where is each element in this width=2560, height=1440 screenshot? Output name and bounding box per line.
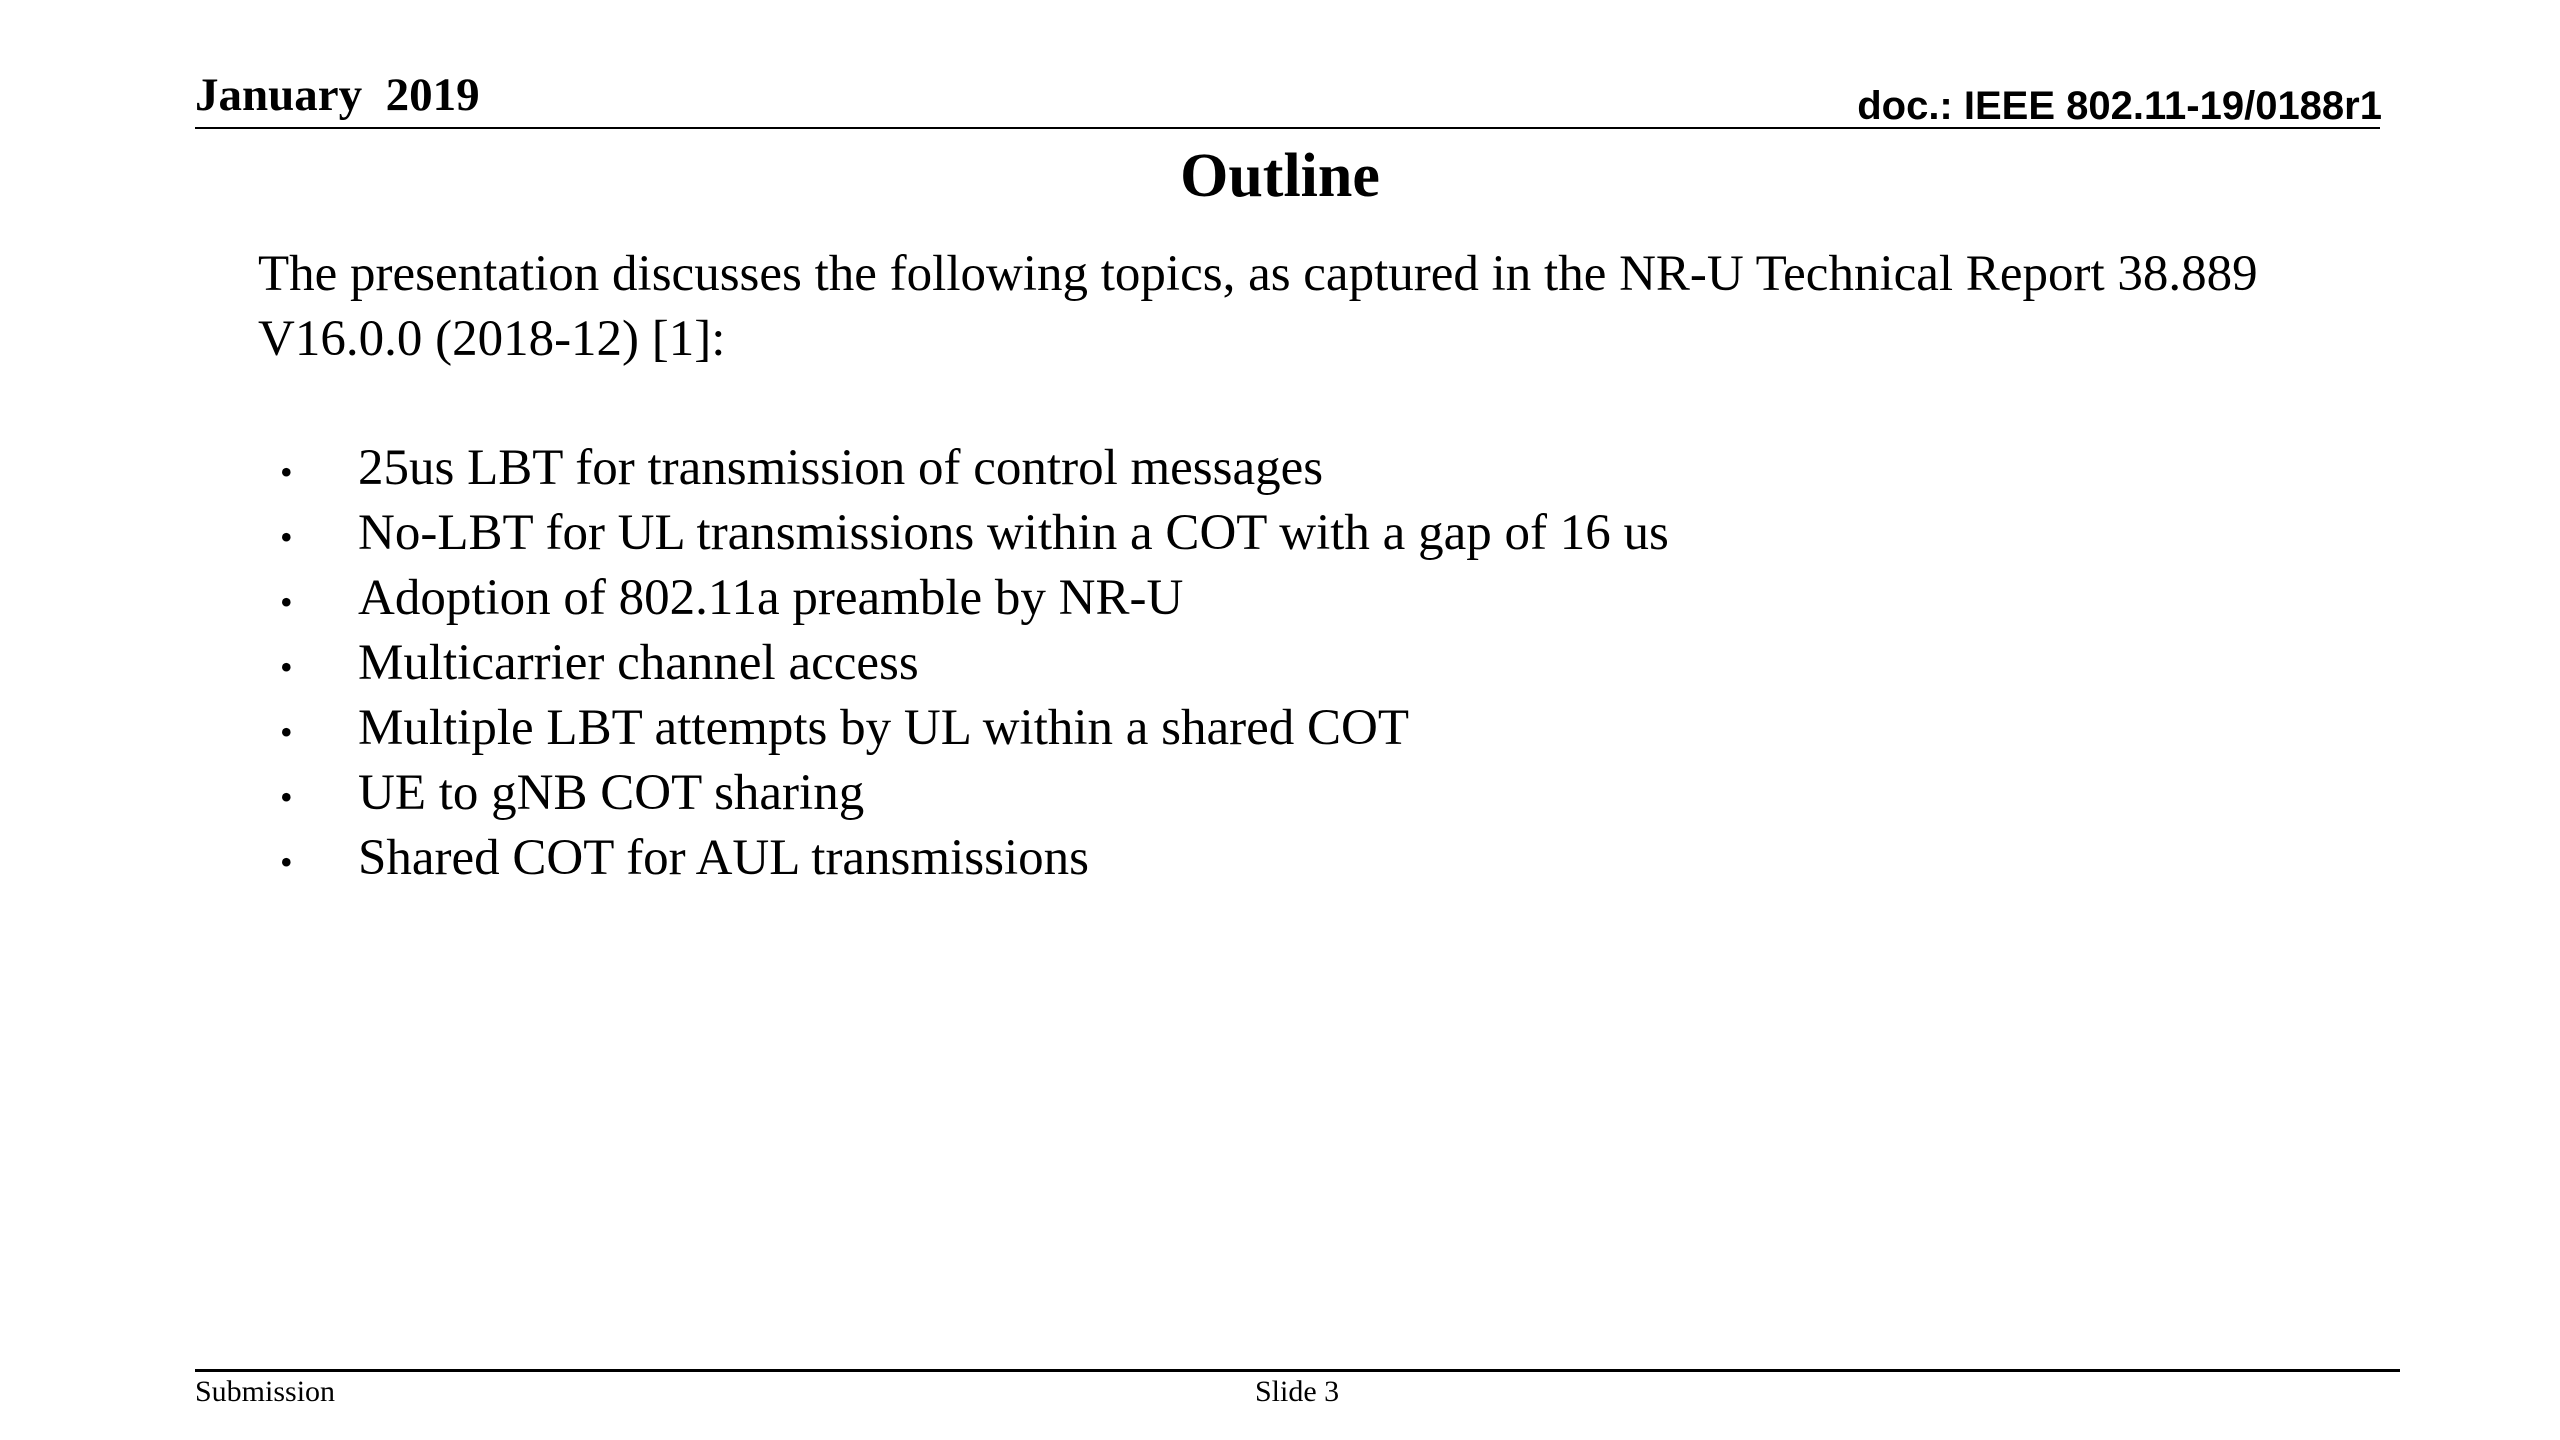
bullet-icon: • [280,452,293,492]
topic-text: Multicarrier channel access [358,635,919,691]
header-doc-id: doc.: IEEE 802.11-19/0188r1 [1857,84,2382,128]
slide-title: Outline [1180,142,1380,210]
list-item [258,631,1669,696]
list-item [258,436,1669,501]
topic-text: Multiple LBT attempts by UL within a shared COT [358,700,1410,756]
topic-text: Adoption of 802.11a preamble by NR-U [358,570,1184,626]
bullet-icon: • [280,777,293,817]
header-date: January 2019 [195,69,480,121]
list-item [258,826,1669,891]
list-item [258,501,1669,566]
topic-text: No-LBT for UL transmissions within a COT with a gap of 16 us [358,505,1669,561]
topic-list [258,436,1669,891]
list-item [258,696,1669,761]
header-divider [195,127,2380,129]
intro-paragraph: The presentation discusses the following topics, as captured in the NR-U Technical Report 38.889 V16.0.0 (2018-12) [1]: [258,246,2258,367]
list-item [258,566,1669,631]
footer-submission: Submission [195,1375,336,1408]
topic-text: UE to gNB COT sharing [358,765,865,821]
footer-slide-number: Slide 3 [1255,1375,1340,1408]
bullet-icon: • [280,582,293,622]
bullet-icon: • [280,647,293,687]
topic-text: Shared COT for AUL transmissions [358,830,1089,886]
footer-divider [195,1369,2400,1372]
topic-text: 25us LBT for transmission of control messages [358,440,1324,496]
bullet-icon: • [280,842,293,882]
list-item [258,761,1669,826]
bullet-icon: • [280,712,293,752]
bullet-icon: • [280,517,293,557]
